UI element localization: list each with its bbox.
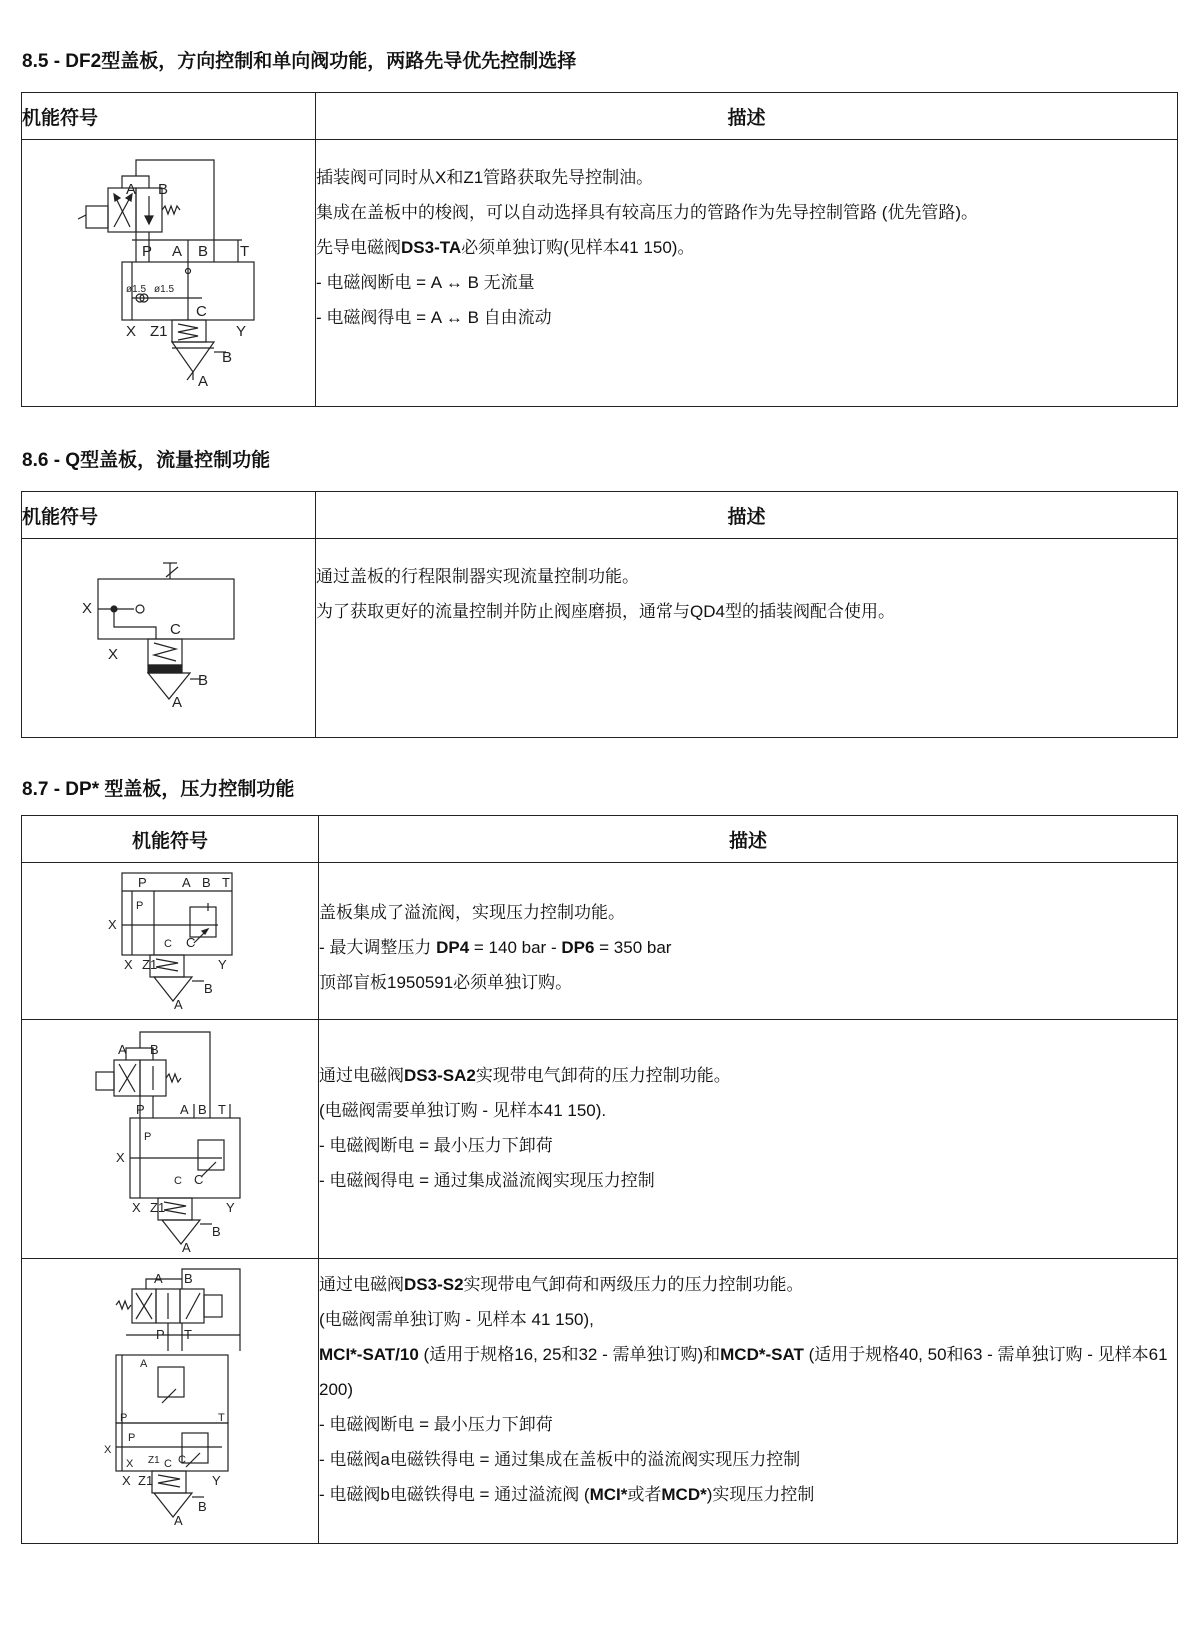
description-cell (319, 1020, 1178, 1259)
port-label-a2: A (180, 1102, 189, 1117)
port-label-x2: X (124, 957, 133, 972)
port-label-a3: A (182, 1240, 191, 1255)
port-label-a: A (126, 181, 137, 198)
port-label-y: Y (212, 1473, 221, 1488)
port-label-x2: X (108, 646, 119, 663)
orifice-label-2: ø1.5 (154, 284, 175, 295)
port-label-b3: B (212, 1224, 221, 1239)
section-title-8-5: 8.5 - DF2型盖板，方向控制和单向阀功能，两路先导优先控制选择 (22, 51, 577, 72)
port-label-b3: B (222, 349, 233, 366)
port-label-x: X (82, 600, 93, 617)
port-label-b2: B (198, 243, 209, 260)
port-label-x: X (108, 917, 117, 932)
desc-line: - 电磁阀b电磁铁得电 = 通过溢流阀 (MCI*或者MCD*)实现压力控制 (319, 1485, 815, 1504)
port-label-b: B (184, 1271, 193, 1286)
desc-line: 通过电磁阀DS3-SA2实现带电气卸荷的压力控制功能。 (319, 1066, 731, 1085)
port-label-y: Y (218, 957, 227, 972)
port-label-a: A (182, 875, 191, 890)
port-label-b: B (202, 875, 211, 890)
port-label-p: P (136, 1102, 145, 1117)
table-row (22, 1259, 1178, 1544)
table-row (22, 140, 1178, 407)
table-row (22, 1020, 1178, 1259)
desc-line: - 电磁阀断电 = A ↔ B 无流量 (316, 273, 535, 292)
desc-line: MCI*-SAT/10 (适用于规格16, 25和32 - 需单独订购)和MCD*-SAT (适用于规格40, 50和63 - 需单独订购 - 见样本61 200) (319, 1345, 1168, 1399)
port-label-x3: X (126, 1458, 134, 1470)
port-label-a2: A (140, 1358, 148, 1370)
symbol-cell (22, 863, 319, 1020)
port-label-p: P (142, 243, 153, 260)
port-label-a: A (118, 1042, 127, 1057)
pilot-label-p: P (144, 1131, 152, 1143)
spec-table-8-5 (21, 92, 1178, 407)
pilot-label-p: P (136, 900, 144, 912)
port-label-x: X (104, 1444, 112, 1456)
spec-table-8-7 (21, 815, 1178, 1544)
desc-line: 先导电磁阀DS3-TA必须单独订购(见样本41 150)。 (316, 238, 695, 257)
desc-line: 顶部盲板1950591必须单独订购。 (319, 973, 573, 992)
port-label-b2: B (198, 1499, 207, 1514)
desc-line: - 最大调整压力 DP4 = 140 bar - DP6 = 350 bar (319, 938, 672, 957)
column-header-description: 描述 (319, 816, 1178, 863)
desc-line: (电磁阀需要单独订购 - 见样本41 150). (319, 1101, 607, 1120)
port-label-x2: X (122, 1473, 131, 1488)
symbol-cell (22, 539, 316, 738)
port-label-a: A (172, 694, 183, 711)
port-label-a2: A (172, 243, 183, 260)
port-label-c: C (164, 938, 172, 950)
symbol-cell (22, 140, 316, 407)
port-label-c: C (164, 1458, 172, 1470)
pilot-label-p: P (128, 1432, 136, 1444)
symbol-cell (22, 1020, 319, 1259)
desc-line: 集成在盖板中的梭阀，可以自动选择具有较高压力的管路作为先导控制管路 (优先管路)。 (316, 203, 979, 222)
port-label-a2: A (174, 997, 183, 1012)
port-label-c: C (174, 1175, 182, 1187)
port-label-y: Y (226, 1200, 235, 1215)
port-label-c2: C (178, 1454, 186, 1466)
desc-line: 通过盖板的行程限制器实现流量控制功能。 (316, 567, 639, 586)
desc-line: - 电磁阀得电 = A ↔ B 自由流动 (316, 308, 552, 327)
desc-line: - 电磁阀a电磁铁得电 = 通过集成在盖板中的溢流阀实现压力控制 (319, 1450, 801, 1469)
orifice-label-1: ø1.5 (126, 284, 147, 295)
spec-table-8-6 (21, 491, 1178, 738)
port-label-t2: T (218, 1412, 225, 1424)
port-label-a: A (154, 1271, 163, 1286)
port-label-x: X (126, 323, 137, 340)
symbol-cell (22, 1259, 319, 1544)
port-label-c2: C (186, 935, 196, 950)
port-label-z1: Z1 (138, 1473, 154, 1488)
port-label-b2: B (204, 981, 213, 996)
column-header-description: 描述 (316, 492, 1178, 539)
port-label-b: B (150, 1042, 159, 1057)
port-label-p: P (156, 1327, 165, 1342)
table-header-row (22, 816, 1178, 863)
column-header-symbol: 机能符号 (22, 492, 316, 539)
df2-circuit-symbol (22, 140, 314, 406)
port-label-y: Y (236, 323, 247, 340)
desc-line: - 电磁阀得电 = 通过集成溢流阀实现压力控制 (319, 1171, 655, 1190)
column-header-description: 描述 (316, 93, 1178, 140)
column-header-symbol: 机能符号 (22, 816, 319, 863)
description-cell (319, 863, 1178, 1020)
port-label-c: C (170, 621, 181, 638)
port-label-p2: P (120, 1412, 128, 1424)
table-row (22, 539, 1178, 738)
dp-cover-circuit-symbol (22, 863, 317, 1019)
description-cell (319, 1259, 1178, 1544)
port-label-t: T (218, 1102, 226, 1117)
port-label-c: C (196, 303, 207, 320)
port-label-z1: Z1 (150, 1200, 166, 1215)
port-label-b: B (158, 181, 169, 198)
q-cover-circuit-symbol (22, 539, 314, 737)
port-label-b: B (198, 672, 209, 689)
dp-sa2-circuit-symbol (22, 1020, 317, 1258)
column-header-symbol: 机能符号 (22, 93, 316, 140)
port-label-x2: X (132, 1200, 141, 1215)
table-row (22, 863, 1178, 1020)
desc-line: 为了获取更好的流量控制并防止阀座磨损，通常与QD4型的插装阀配合使用。 (316, 602, 895, 621)
table-header-row (22, 93, 1178, 140)
port-label-p: P (138, 875, 147, 890)
port-label-z1: Z1 (142, 957, 158, 972)
table-header-row (22, 492, 1178, 539)
port-label-x: X (116, 1150, 125, 1165)
port-label-t: T (184, 1327, 192, 1342)
section-title-8-6: 8.6 - Q型盖板，流量控制功能 (22, 450, 271, 471)
port-label-a3: A (198, 373, 209, 390)
desc-line: 盖板集成了溢流阀，实现压力控制功能。 (319, 903, 625, 922)
description-cell (316, 140, 1178, 407)
desc-line: 插装阀可同时从X和Z1管路获取先导控制油。 (316, 168, 654, 187)
dp-s2-circuit-symbol (22, 1259, 317, 1543)
port-label-z1b: Z1 (148, 1455, 160, 1466)
port-label-c2: C (194, 1172, 204, 1187)
desc-line: - 电磁阀断电 = 最小压力下卸荷 (319, 1415, 553, 1434)
section-title-8-7: 8.7 - DP* 型盖板，压力控制功能 (22, 779, 295, 800)
desc-line: 通过电磁阀DS3-S2实现带电气卸荷和两级压力的压力控制功能。 (319, 1275, 804, 1294)
port-label-b2: B (198, 1102, 207, 1117)
port-label-z1: Z1 (150, 323, 168, 340)
desc-line: (电磁阀需单独订购 - 见样本 41 150), (319, 1310, 594, 1329)
description-cell (316, 539, 1178, 738)
desc-line: - 电磁阀断电 = 最小压力下卸荷 (319, 1136, 553, 1155)
port-label-t: T (240, 243, 250, 260)
port-label-t: T (222, 875, 230, 890)
port-label-a3: A (174, 1513, 183, 1528)
